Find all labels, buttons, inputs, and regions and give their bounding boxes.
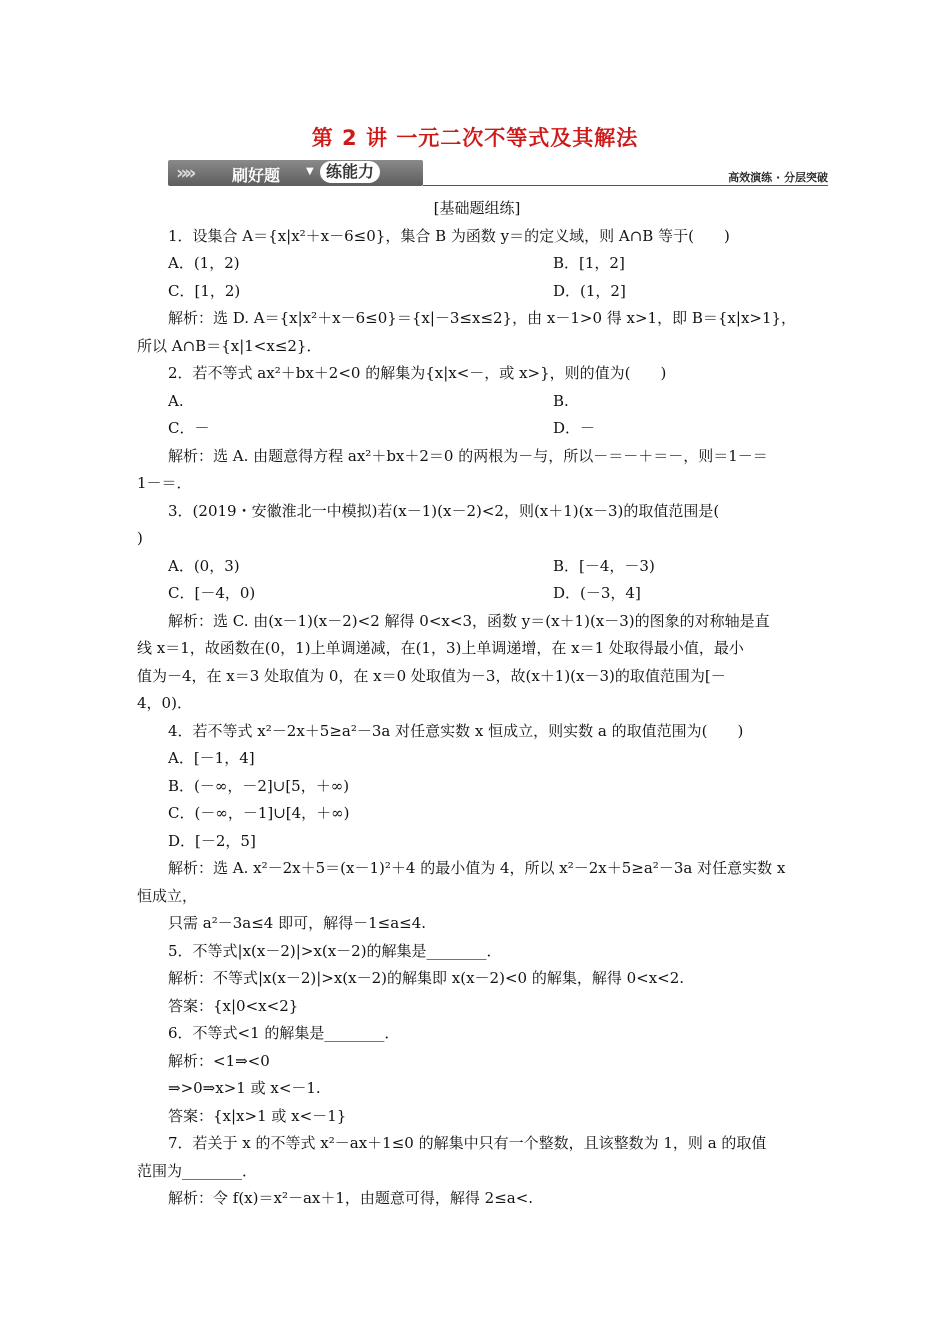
option-b: B. [553,391,569,410]
question-6: 6．不等式<1 的解集是________． [168,1024,400,1042]
solution-line: 值为－4，在 x＝3 处取值为 0，在 x＝0 处取值为－3，故(x＋1)(x－3)的取值范围为[－ [137,666,726,685]
options-row [137,415,817,443]
section-banner [168,160,828,186]
lesson-title: 第 2 讲 一元二次不等式及其解法 [311,126,639,150]
options-row [137,580,817,608]
solution-line: 4，0)． [137,694,192,712]
options-row [137,278,817,306]
option-d: D．[－2，5] [168,831,256,850]
option-b: B．[1，2] [553,254,625,272]
question-5: 5．不等式|x(x－2)|>x(x－2)的解集是________． [168,941,502,960]
option-d: D．－ [553,419,596,437]
option-c: C．[1，2) [168,281,241,300]
solution-line: 解析：选 C. 由(x－1)(x－2)<2 解得 0<x<3，函数 y＝(x＋1)(x－3)的图象的对称轴是直 [168,611,770,630]
banner-underline [423,185,828,186]
question-7: 7．若关于 x 的不等式 x²－ax＋1≤0 的解集中只有一个整数，且该整数为 1，则 a 的取值 [168,1134,767,1152]
solution-line: 解析：令 f(x)＝x²－ax＋1，由题意可得，解得 2≤a<. [168,1189,534,1207]
solution-line: ⇒>0⇒x>1 或 x<－1. [168,1079,321,1097]
banner-right-caption: 高效演练 · 分层突破 [728,171,828,184]
option-a: A．[－1，4] [168,749,255,767]
options-row [137,388,817,416]
option-b: B．[－4，－3) [553,556,655,575]
question-3: 3．(2019・安徽淮北一中模拟)若(x－1)(x－2)<2，则(x＋1)(x－3)的取值范围是( [168,501,720,520]
section-heading: [基础题组练] [433,199,521,217]
question-2: 2．若不等式 ax²＋bx＋2<0 的解集为{x|x<－，或 x>}，则的值为( ) [168,364,667,382]
question-1: 1．设集合 A＝{x|x²＋x－6≤0}，集合 B 为函数 y＝的定义域，则 A∩B 等于( ) [168,226,730,245]
solution-line: 解析：选 A. 由题意得方程 ax²＋bx＋2＝0 的两根为－与，所以－＝－＋＝－，则＝1－＝ [168,446,768,465]
option-b: B．(－∞，－2]∪[5，＋∞) [168,776,350,795]
solution-line: 解析：不等式|x(x－2)|>x(x－2)的解集即 x(x－2)<0 的解集，解得 0<x<2. [168,969,685,987]
solution-line: 1－＝． [137,474,192,492]
banner-bar [168,160,423,186]
problem-content [137,195,817,1213]
double-chevron-icon: »» [176,162,193,184]
option-a: A. [168,391,184,410]
question-3-cont: ) [137,529,143,547]
answer-line: 答案：{x|x>1 或 x<－1} [168,1106,347,1125]
banner-label: 刷好题 [232,166,281,185]
option-a: A．(0，3) [168,556,240,575]
option-c: C．(－∞，－1]∪[4，＋∞) [168,804,350,822]
solution-line: 恒成立， [137,886,198,905]
solution-line: 只需 a²－3a≤4 即可，解得－1≤a≤4. [168,914,427,932]
banner-ability-badge: 练能力 [320,161,380,183]
options-row [137,250,817,278]
solution-line: 解析：<1⇒<0 [168,1051,270,1070]
question-4: 4．若不等式 x²－2x＋5≥a²－3a 对任意实数 x 恒成立，则实数 a 的取值范围为( ) [168,721,744,740]
options-row [137,553,817,581]
option-d: D．(－3，4] [553,584,641,602]
question-7-cont: 范围为________． [137,1161,258,1180]
solution-line: 线 x＝1，故函数在(0，1)上单调递减，在(1，3)上单调递增，在 x＝1 处取得最小值，最小 [137,639,744,657]
option-a: A．(1，2) [168,254,240,272]
option-d: D．(1，2] [553,281,626,300]
triangle-icon: ▼ [306,166,314,177]
solution-line: 所以 A∩B＝{x|1<x≤2}． [137,336,322,355]
option-c: C．[－4，0) [168,584,256,602]
solution-line: 解析：选 D. A＝{x|x²＋x－6≤0}＝{x|－3≤x≤2}，由 x－1>0 得 x>1，即 B＝{x|x>1}， [168,309,797,327]
answer-line: 答案：{x|0<x<2} [168,996,299,1015]
option-c: C．－ [168,419,210,437]
solution-line: 解析：选 A. x²－2x＋5＝(x－1)²＋4 的最小值为 4，所以 x²－2x＋5≥a²－3a 对任意实数 x [168,859,786,877]
